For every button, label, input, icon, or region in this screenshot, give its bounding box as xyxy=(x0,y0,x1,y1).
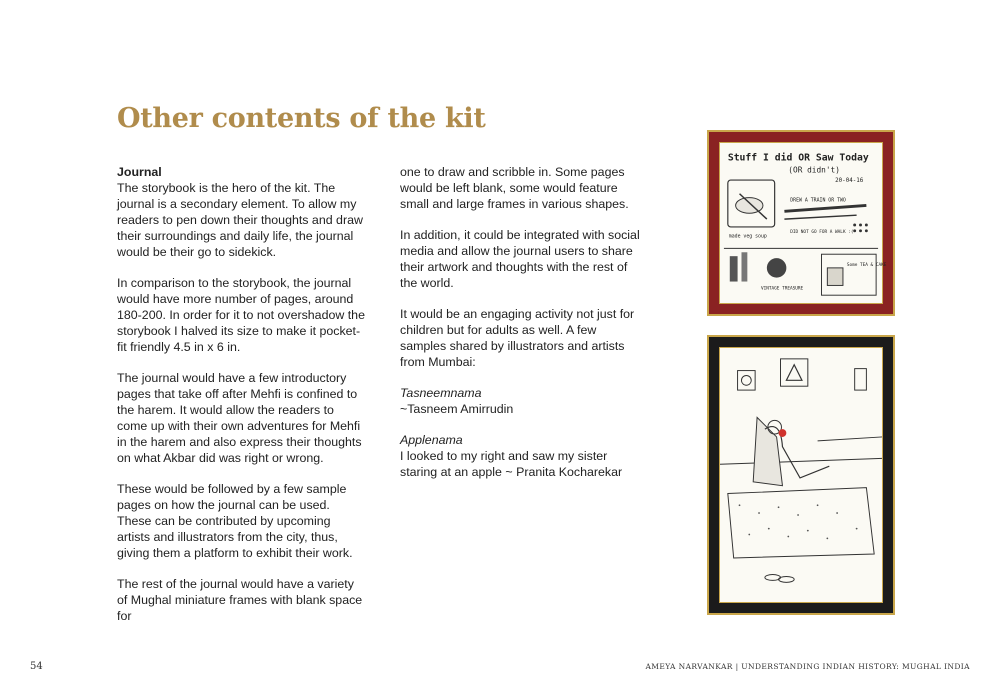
sample-title: Applenama xyxy=(400,433,463,447)
doodle-apple-art xyxy=(720,348,882,602)
column-left xyxy=(117,164,367,639)
paragraph: In addition, it could be integrated with social media and allow the journal users to share their artwork and thoughts with the rest of the world. xyxy=(400,228,640,290)
doodle-note: VINTAGE TREASURE xyxy=(761,286,804,292)
paragraph: These would be followed by a few sample pages on how the journal can be used. These can be contributed by upcoming artists and illustrators from the city, thus, giving them a platform to exhibit their work. xyxy=(117,482,353,560)
doodle-subheading: (OR didn't) xyxy=(788,165,840,175)
doodle-heading: Stuff I did OR Saw Today xyxy=(727,152,869,164)
illustration-tasneemnama xyxy=(707,130,895,316)
sample-applenama xyxy=(400,432,645,480)
page-title: Other contents of the kit xyxy=(117,103,486,134)
doodle-note: Some TEA & CAKE xyxy=(846,262,887,268)
doodle-journal-art xyxy=(720,143,887,303)
column-right xyxy=(400,164,645,495)
sample-tasneemnama xyxy=(400,385,645,417)
section-heading-journal: Journal xyxy=(117,165,162,179)
paragraph: It would be an engaging activity not just for children but for adults as well. A few samples shared by illustrators and artists from Mumbai: xyxy=(400,307,635,369)
running-footer: AMEYA NARVANKAR | UNDERSTANDING INDIAN HISTORY: MUGHAL INDIA xyxy=(645,662,970,671)
sample-credit: I looked to my right and saw my sister staring at an apple ~ Pranita Kocharekar xyxy=(400,449,623,479)
illustration-canvas xyxy=(719,347,883,603)
paragraph: In comparison to the storybook, the journal would have more number of pages, around 180-200. In order for it to not overshadow the storybook I halved its size to make it pocket-fit friendly 4.5 in x 6 in. xyxy=(117,276,365,354)
paragraph: The storybook is the hero of the kit. The journal is a secondary element. To allow my readers to pen down their thoughts and draw their surroundings and daily life, the journal would be their go to sidekick. xyxy=(117,181,363,259)
doodle-date: 20-04-16 xyxy=(835,178,864,185)
illustration-canvas xyxy=(719,142,887,304)
sample-title: Tasneemnama xyxy=(400,386,482,400)
doodle-note: DREW A TRAIN OR TWO xyxy=(790,197,846,204)
doodle-note: DID NOT GO FOR A WALK :( xyxy=(790,229,854,235)
paragraph: The rest of the journal would have a variety of Mughal miniature frames with blank space for xyxy=(117,577,363,623)
doodle-note: made veg soup xyxy=(728,233,767,240)
paragraph: The journal would have a few introductory pages that take off after Mehfi is confined to the harem. It would allow the readers to come up with their own adventures for Mehfi in the harem and also express their thoughts on what Akbar did was right or wrong. xyxy=(117,371,362,465)
page-number: 54 xyxy=(30,661,43,672)
paragraph: one to draw and scribble in. Some pages would be left blank, some would feature small and large frames in various shapes. xyxy=(400,165,629,211)
illustration-applenama xyxy=(707,335,895,615)
sample-credit: ~Tasneem Amirrudin xyxy=(400,402,514,416)
